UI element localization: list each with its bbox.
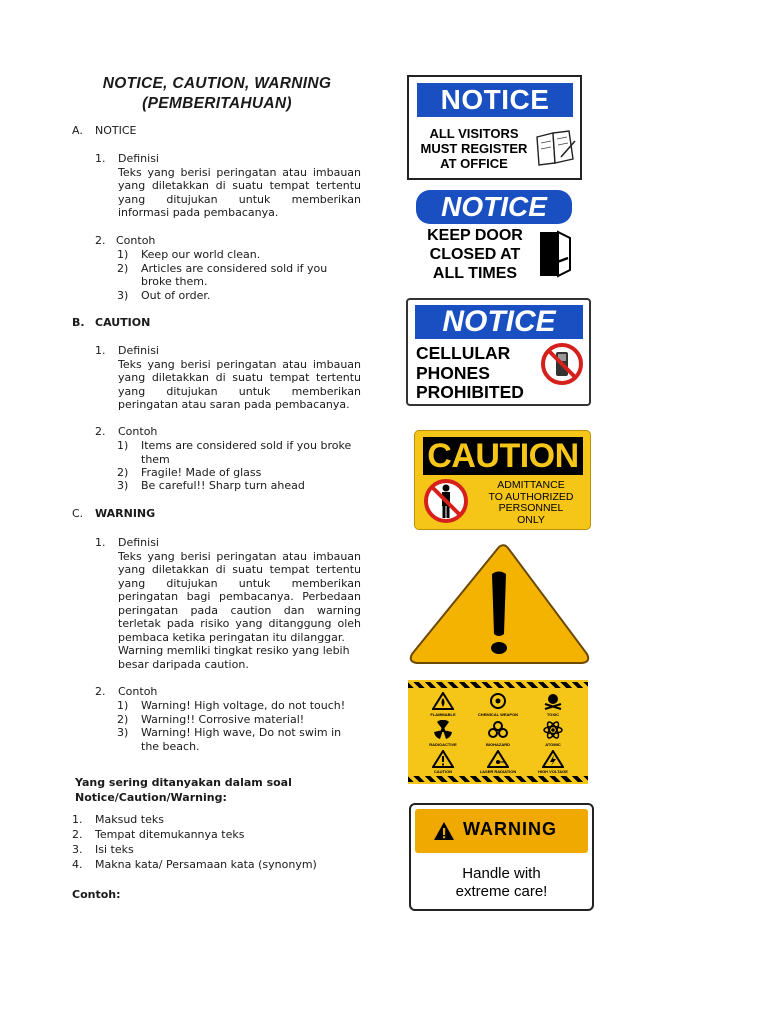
section-a-ex-label: Contoh [116, 234, 156, 247]
sign-message [419, 126, 529, 171]
sign-message [414, 226, 536, 283]
title-line-2: (PEMBERITAHUAN) [142, 95, 292, 112]
notice-header-text: NOTICE [442, 305, 556, 338]
hazard-label: FLAMMABLE [430, 712, 456, 717]
warning-header [415, 809, 588, 853]
chemical-weapon-icon [487, 692, 509, 710]
sign-message-line: CELLULAR [416, 343, 511, 363]
laser-radiation-icon [487, 750, 509, 768]
faq-item: Isi teks [95, 843, 134, 856]
hazard-label: RADIOACTIVE [429, 742, 457, 747]
hazard-label: HIGH VOLTAGE [538, 769, 568, 774]
list-item-number: 3) [117, 726, 129, 739]
hazard-stripe [408, 776, 588, 782]
section-c-def-num: 1. [95, 536, 106, 549]
list-item: Warning! High voltage, do not touch! [141, 699, 346, 712]
faq-item-number: 1. [72, 813, 83, 826]
faq-item-number: 2. [72, 828, 83, 841]
section-c-def-text-2: Warning memliki tingkat resiko yang lebih besar daripada caution. [118, 644, 350, 671]
notice-door-sign [410, 188, 580, 282]
caution-header-text: CAUTION [427, 437, 579, 475]
list-item: Out of order. [141, 288, 211, 302]
sign-message-line: ADMITTANCE [497, 479, 565, 491]
notice-visitors-sign [407, 75, 582, 180]
biohazard-icon [487, 720, 509, 740]
sign-message [473, 480, 589, 526]
sign-message-line: AT OFFICE [440, 156, 508, 171]
hazard-label: BIOHAZARD [486, 742, 510, 747]
section-a-def-label: Definisi [118, 152, 159, 165]
list-item-number: 1) [117, 248, 129, 261]
list-item-number: 2) [117, 712, 129, 726]
sign-message-line: PROHIBITED [416, 382, 524, 402]
section-c-letter: C. [72, 507, 84, 520]
section-a-letter: A. [72, 124, 83, 137]
faq-item: Tempat ditemukannya teks [95, 828, 245, 841]
high-voltage-icon [542, 750, 564, 768]
faq-item: Makna kata/ Persamaan kata (synonym) [95, 858, 317, 871]
sign-message-line: PERSONNEL [498, 502, 564, 514]
title-line-1: NOTICE, CAUTION, WARNING [102, 75, 332, 92]
notice-header [417, 83, 573, 117]
section-c-ex-num: 2. [95, 685, 106, 698]
list-item: Articles are considered sold if you broke them. [141, 261, 328, 288]
hazard-label: LASER RADIATION [479, 769, 517, 774]
hazard-stripe [408, 682, 588, 688]
section-b-heading: CAUTION [95, 316, 151, 329]
list-item-number: 2) [117, 465, 129, 479]
faq-heading-2: Notice/Caution/Warning: [75, 791, 227, 804]
list-item: Keep our world clean. [141, 248, 261, 261]
sign-message-line: ALL VISITORS [429, 126, 519, 141]
radioactive-icon [432, 720, 454, 740]
hazard-label: CAUTION [433, 769, 453, 774]
faq-heading-1: Yang sering ditanyakan dalam soal [75, 776, 292, 789]
list-item: Fragile! Made of glass [141, 465, 262, 479]
list-item: Warning! High wave, Do not swim in the beach. [141, 726, 342, 753]
section-b-ex-num: 2. [95, 425, 106, 438]
warning-handle-sign [409, 803, 594, 911]
sign-message [416, 344, 556, 403]
list-item-number: 1) [117, 699, 129, 712]
list-item: Warning!! Corrosive material! [141, 712, 305, 726]
warning-header-text: WARNING [463, 819, 557, 839]
notice-header [415, 305, 583, 339]
caution-header [423, 437, 583, 475]
section-c-def-text: Teks yang berisi peringatan atau imbauan yang diletakkan di suatu tempat tertentu yang ditujukan untuk memberikan peringatan bagi pembacanya. Perbedaan peringatan pada caution dan warning terletak pada risiko yang ditanggung oleh pembaca ketika peringatan itu dilanggar. [118, 549, 361, 644]
skull-crossbones-icon [542, 692, 564, 710]
caution-sign [414, 430, 591, 530]
section-b-def-num: 1. [95, 344, 106, 357]
sign-message-line: ALL TIMES [432, 265, 518, 282]
list-item: Be careful!! Sharp turn ahead [141, 479, 305, 492]
list-item-number: 3) [117, 288, 129, 302]
page-title [62, 74, 372, 114]
notice-header [416, 190, 572, 224]
section-b-letter: B. [72, 316, 85, 329]
sign-message-line: ONLY [517, 513, 545, 526]
sign-message-line: MUST REGISTER [420, 141, 528, 156]
list-item-number: 1) [117, 439, 129, 452]
notice-header-text: NOTICE [441, 191, 547, 222]
section-a-def-num: 1. [95, 152, 106, 165]
door-icon [538, 230, 574, 278]
section-b-ex-label: Contoh [118, 425, 158, 438]
atomic-icon [542, 720, 564, 740]
sign-message-line: CLOSED AT [429, 246, 521, 263]
hazard-symbols-panel [408, 680, 588, 784]
section-c-def-label: Definisi [118, 536, 159, 549]
hazard-label: CHEMICAL WEAPON [477, 712, 519, 717]
section-a-def-text: Teks yang berisi peringatan atau imbauan yang diletakkan di suatu tempat tertentu yang ditujukan untuk memberikan informasi pada pembacanya. [118, 165, 361, 219]
caution-triangle-icon [432, 750, 454, 768]
exclamation-triangle-icon [408, 542, 591, 666]
warning-triangle-icon [433, 821, 455, 841]
sign-message-line: KEEP DOOR [427, 227, 523, 244]
section-b-def-label: Definisi [118, 344, 159, 357]
notice-phones-sign [406, 298, 591, 406]
book-icon [533, 127, 577, 169]
no-phone-icon [540, 342, 584, 386]
faq-item-number: 4. [72, 858, 83, 871]
sign-message-line: TO AUTHORIZED [488, 490, 574, 503]
faq-item-number: 3. [72, 843, 83, 856]
no-entry-person-icon [423, 478, 469, 524]
list-item: Items are considered sold if you broke them [141, 439, 352, 466]
flammable-icon [432, 692, 454, 710]
hazard-label: ATOMIC [545, 742, 561, 747]
sign-message [411, 865, 592, 901]
contoh-label: Contoh: [72, 888, 121, 901]
notice-header-text: NOTICE [440, 84, 550, 115]
list-item-number: 2) [117, 261, 129, 275]
list-item-number: 3) [117, 479, 129, 492]
section-a-ex-num: 2. [95, 234, 106, 247]
faq-item: Maksud teks [95, 813, 164, 826]
section-b-def-text: Teks yang berisi peringatan atau imbauan yang diletakkan di suatu tempat tertentu yang ditujukan untuk memberikan peringatan atau saran pada pembacanya. [118, 357, 361, 411]
sign-message-line: extreme care! [455, 883, 548, 900]
sign-message-line: Handle with [462, 865, 541, 882]
section-c-heading: WARNING [95, 507, 156, 520]
section-a-heading: NOTICE [95, 124, 137, 137]
section-c-ex-label: Contoh [118, 685, 158, 698]
hazard-label: TOXIC [546, 712, 560, 717]
sign-message-line: PHONES [416, 362, 490, 383]
